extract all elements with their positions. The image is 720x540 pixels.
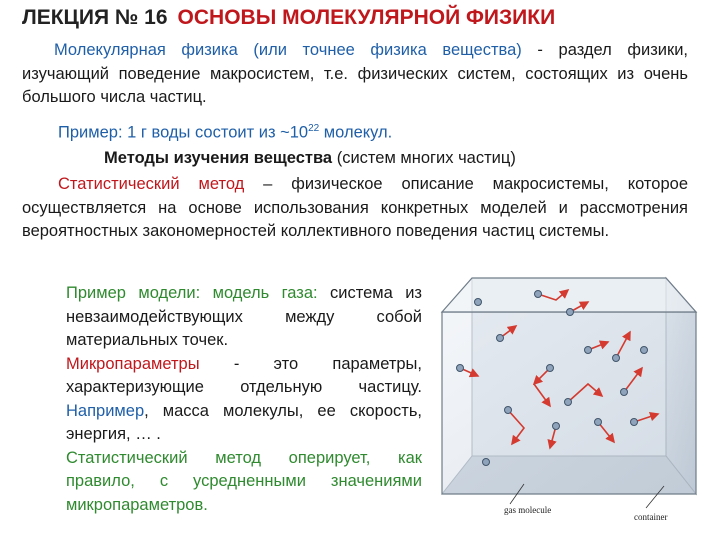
molecule-dot <box>483 459 490 466</box>
molecule-dot <box>497 335 504 342</box>
gas-container-figure <box>438 272 700 530</box>
model-text: система из невзаимодействующих между собой материальных точек. <box>66 284 422 349</box>
micro-term: Микропараметры <box>66 354 200 373</box>
example-text: 1 г воды состоит из ~10 <box>122 123 309 142</box>
molecule-dot <box>547 365 554 372</box>
lecture-number: ЛЕКЦИЯ № 16 <box>22 6 168 29</box>
molecule-dot <box>585 347 592 354</box>
micro-text2: , масса молекулы, ее скорость, энергия, … . <box>66 401 422 443</box>
intro-paragraph <box>22 39 688 110</box>
lecture-topic: ОСНОВЫ МОЛЕКУЛЯРНОЙ ФИЗИКИ <box>177 6 556 29</box>
conclusion-paragraph: Статистический метод оперирует, как правило, с усредненными значениями микропараметров. <box>66 448 422 514</box>
methods-rest: (систем многих частиц) <box>332 149 516 167</box>
molecule-dot <box>595 419 602 426</box>
box-top-face <box>442 278 696 312</box>
molecule-dot <box>565 399 572 406</box>
model-paragraph <box>30 282 422 353</box>
molecule-dot <box>567 309 574 316</box>
example-label: Пример: <box>58 123 123 142</box>
molecule-dot <box>631 419 638 426</box>
molecule-dot <box>621 389 628 396</box>
molecule-dot <box>613 355 620 362</box>
micro-text1: - это параметры, характеризующие отдельную частицу. <box>66 354 422 396</box>
page-title <box>22 6 555 30</box>
model-label: Пример модели: модель газа: <box>66 284 318 302</box>
example-exponent: 22 <box>308 123 320 134</box>
methods-heading <box>104 147 516 171</box>
left-column <box>30 282 422 517</box>
statistical-paragraph <box>22 173 688 244</box>
definition-term: Молекулярная физика (или точнее физика вещества) <box>54 41 522 59</box>
molecule-dot <box>535 291 542 298</box>
example-text-after: молекул. <box>319 123 393 142</box>
micro-example-word: Например <box>66 401 145 420</box>
definition-text: - раздел физики, изучающий поведение макросистем, т.е. физических систем, состоящих из очень большого числа частиц. <box>22 41 688 106</box>
statistical-term: Статистический метод <box>58 175 245 193</box>
molecule-dot <box>641 347 648 354</box>
micro-paragraph <box>30 353 422 447</box>
molecule-dot <box>457 365 464 372</box>
molecule-dot <box>475 299 482 306</box>
example-line <box>58 117 392 145</box>
methods-bold: Методы изучения вещества <box>104 149 333 167</box>
gas-molecule-label: gas molecule <box>504 505 552 515</box>
statistical-text: – физическое описание макросистемы, которое осуществляется на основе использования конкретных моделей и рассмотрения вероятностных закономерностей коллективного поведения частиц системы. <box>22 175 688 240</box>
molecule-dot <box>553 423 560 430</box>
container-label: container <box>634 512 668 522</box>
molecule-dot <box>505 407 512 414</box>
